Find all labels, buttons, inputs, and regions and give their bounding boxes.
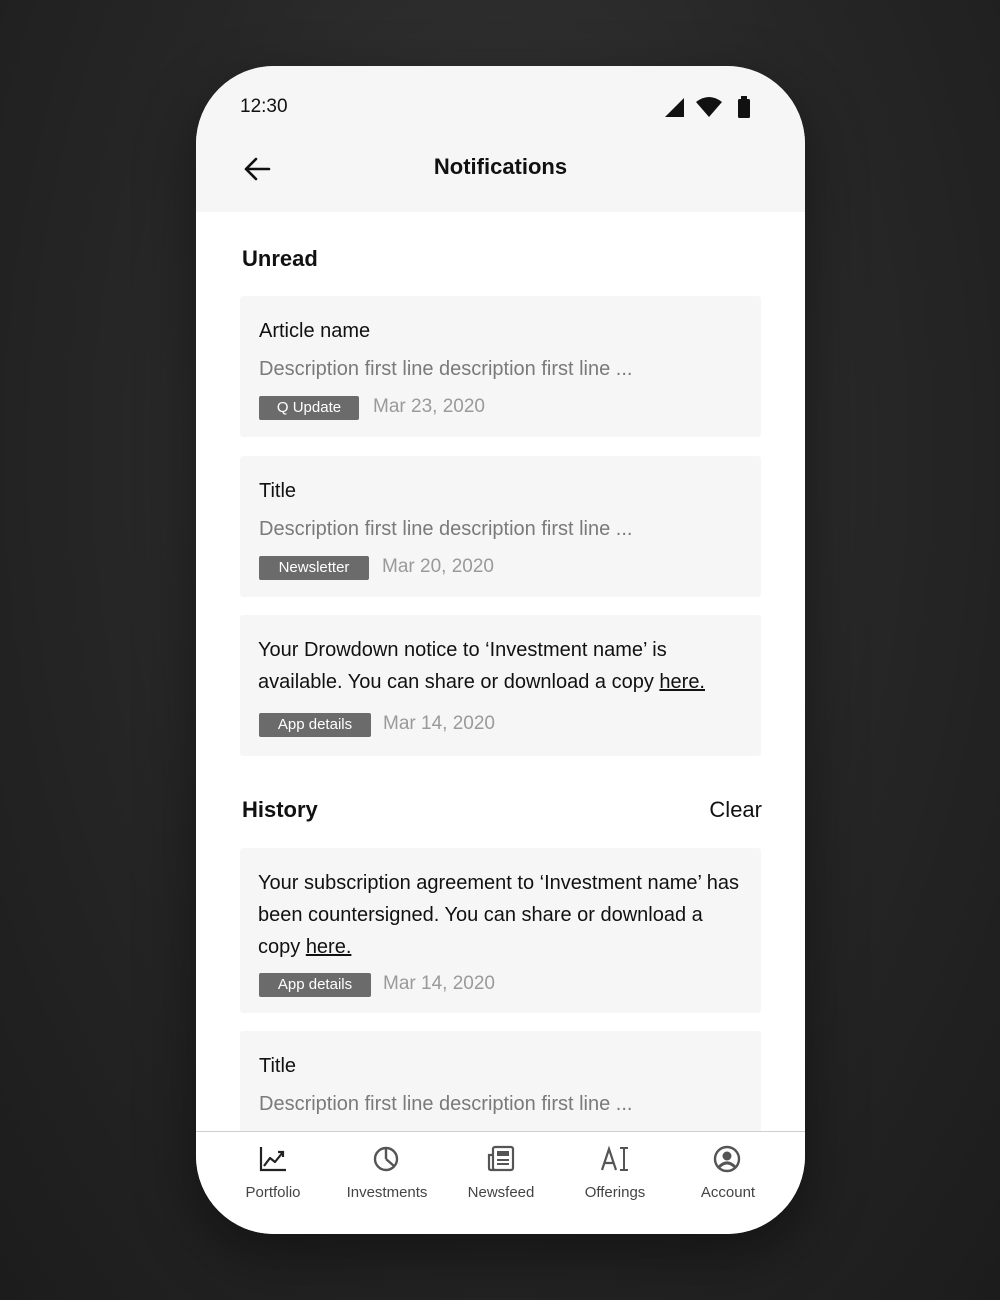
nav-label: Offerings [584, 1184, 646, 1201]
tag-badge: Newsletter [259, 556, 369, 580]
tag-badge: App details [259, 713, 371, 737]
phone-frame [196, 66, 805, 1234]
message-text: Your Drowdown notice to ‘Investment name’ is available. You can share or download a copy [258, 639, 667, 693]
status-time: 12:30 [240, 96, 288, 117]
nav-item-offerings[interactable] [555, 1132, 675, 1232]
download-link[interactable]: here. [659, 671, 705, 693]
card-date: Mar 20, 2020 [382, 556, 494, 577]
tag-badge: Q Update [259, 396, 359, 420]
card-title: Title [259, 480, 297, 502]
text-cursor-icon [600, 1145, 630, 1173]
nav-label: Account [700, 1184, 756, 1201]
nav-label: Newsfeed [467, 1184, 535, 1201]
nav-item-investments[interactable] [327, 1132, 447, 1232]
chart-line-icon [258, 1145, 288, 1173]
page-title: Notifications [433, 154, 568, 179]
download-link[interactable]: here. [305, 936, 352, 958]
card-description: Description first line description first line ... [259, 518, 633, 540]
card-message [258, 634, 743, 698]
unread-heading: Unread [242, 246, 318, 271]
card-date: Mar 14, 2020 [383, 973, 495, 994]
nav-item-account[interactable] [668, 1132, 788, 1232]
nav-item-portfolio[interactable] [213, 1132, 333, 1232]
status-icons [663, 96, 759, 120]
notification-card[interactable] [240, 615, 761, 756]
clear-button[interactable]: Clear [709, 797, 762, 822]
nav-label: Investments [346, 1184, 428, 1201]
pie-chart-icon [372, 1145, 402, 1173]
card-description: Description first line description first line ... [259, 358, 633, 380]
tag-badge: App details [259, 973, 371, 997]
notification-card[interactable] [240, 848, 761, 1013]
bottom-navigation [196, 1131, 805, 1234]
nav-label: Portfolio [245, 1184, 301, 1201]
newspaper-icon [486, 1145, 516, 1173]
history-heading: History [242, 797, 318, 822]
card-title: Article name [259, 320, 371, 342]
card-description: Description first line description first line ... [259, 1093, 633, 1115]
signal-icon [663, 96, 685, 118]
card-date: Mar 14, 2020 [383, 713, 495, 734]
card-message [258, 867, 743, 963]
notification-card[interactable] [240, 456, 761, 597]
account-circle-icon [713, 1145, 743, 1173]
nav-item-newsfeed[interactable] [441, 1132, 561, 1232]
message-text: Your subscription agreement to ‘Investment name’ has been countersigned. You can share or download a copy [258, 872, 740, 958]
card-date: Mar 23, 2020 [373, 396, 485, 417]
top-app-bar [196, 66, 805, 212]
battery-icon [737, 96, 751, 118]
card-title: Title [259, 1055, 297, 1077]
wifi-icon [695, 96, 723, 118]
notification-card[interactable] [240, 296, 761, 437]
